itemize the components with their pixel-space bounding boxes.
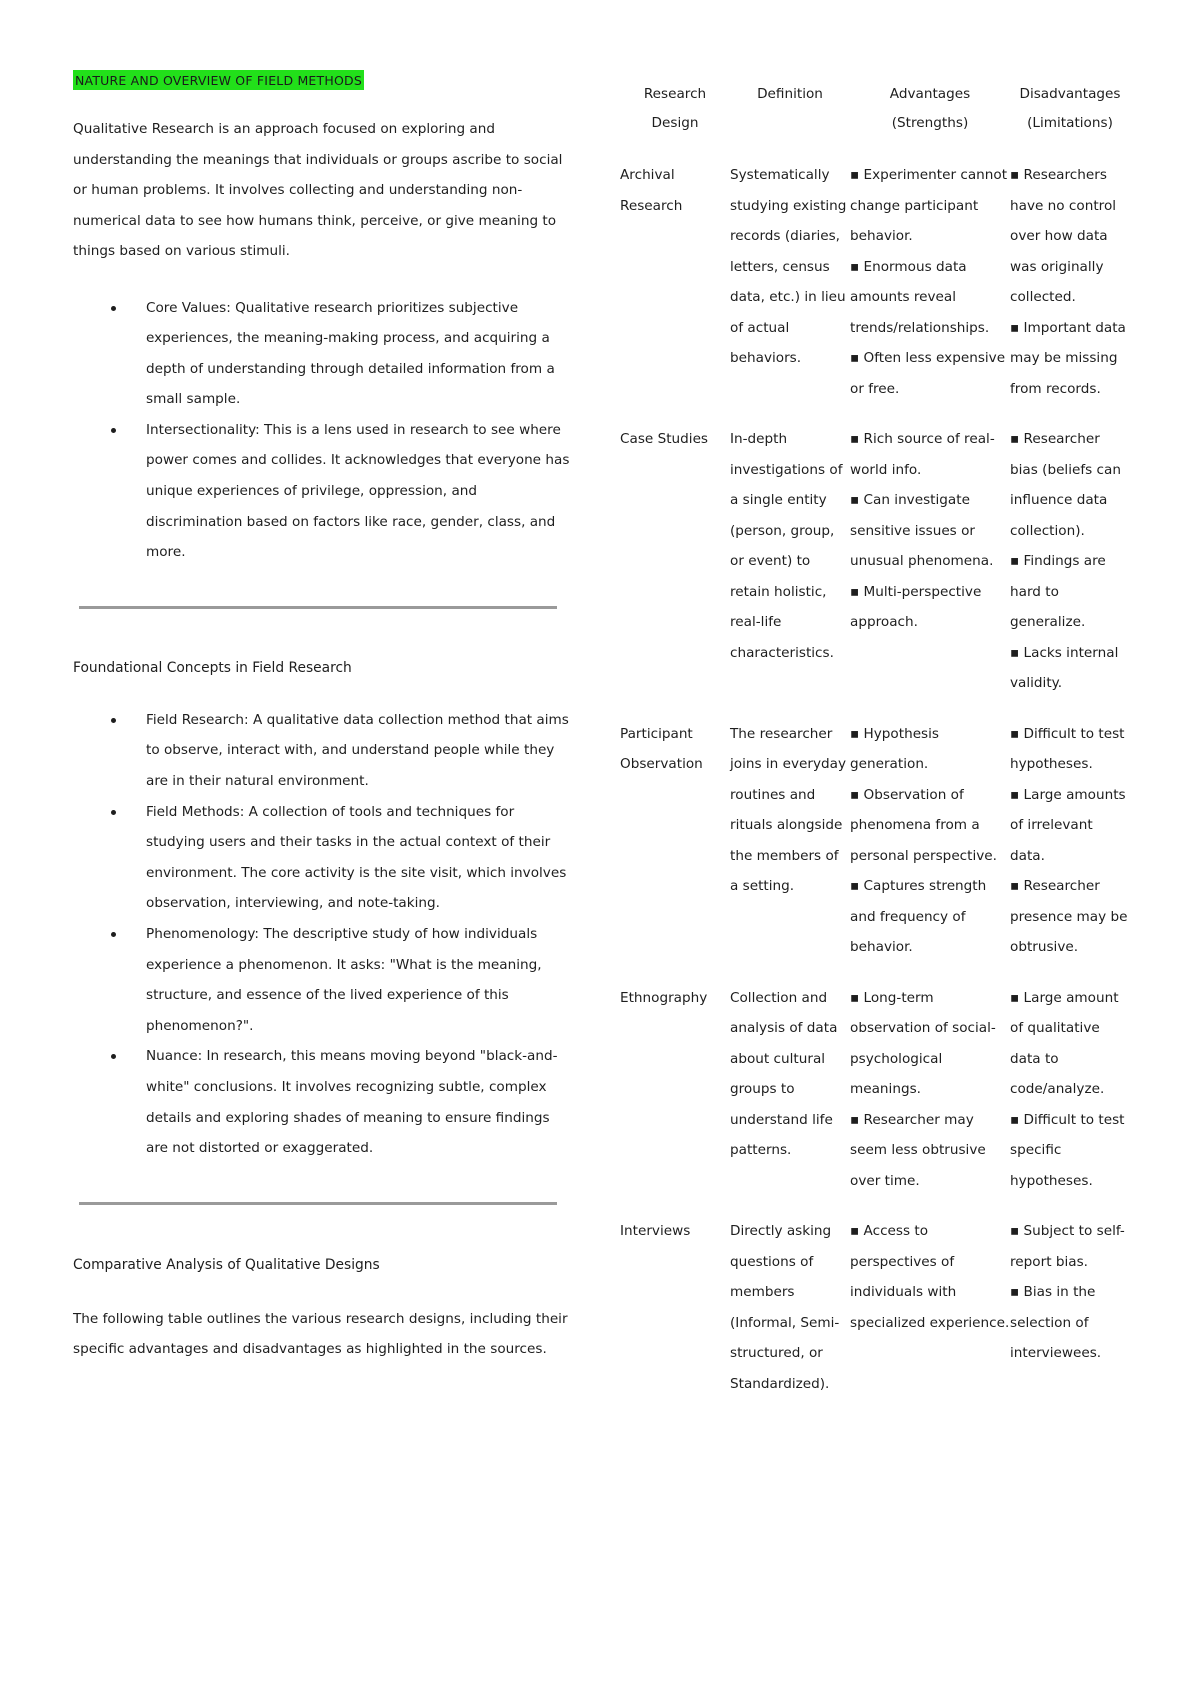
disadvantages-cell bbox=[1010, 719, 1130, 983]
disadvantage-item: ▪ Researcher presence may be obtrusive. bbox=[1010, 878, 1128, 955]
list-item-text: Phenomenology: The descriptive study of how individuals experience a phenomenon. It asks: "What is the meaning, structure, and essence of the lived experience of this phenomenon?". bbox=[146, 926, 542, 1034]
bullet-icon bbox=[111, 932, 116, 937]
section-divider bbox=[79, 606, 557, 609]
disadvantages-cell bbox=[1010, 983, 1130, 1217]
disadvantage-item: ▪ Large amounts of irrelevant data. bbox=[1010, 786, 1126, 864]
bullet-icon bbox=[111, 428, 116, 433]
section-title-foundational: Foundational Concepts in Field Research bbox=[73, 659, 352, 676]
disadvantage-item: ▪ Difficult to test specific hypotheses. bbox=[1010, 1111, 1125, 1189]
design-cell: Archival Research bbox=[620, 167, 683, 214]
list-item bbox=[73, 415, 571, 568]
bullet-icon bbox=[111, 1054, 116, 1059]
section-title-comparative: Comparative Analysis of Qualitative Designs bbox=[73, 1256, 380, 1273]
intro-paragraph: Qualitative Research is an approach focused on exploring and understanding the meanings that individuals or groups ascribe to social or human problems. It involves collecting and understanding non-numerical data to see how humans think, perceive, or give meaning to things based on various stimuli. bbox=[73, 121, 563, 259]
header-research-design: Research Design bbox=[643, 86, 707, 131]
disadvantage-item: ▪ Subject to self-report bias. bbox=[1010, 1223, 1125, 1270]
core-concepts-list bbox=[73, 293, 571, 568]
disadvantage-item: ▪ Important data may be missing from records. bbox=[1010, 319, 1126, 397]
header-definition: Definition bbox=[757, 86, 823, 102]
comparison-table-wrapper bbox=[620, 80, 1130, 1419]
bullet-icon bbox=[111, 306, 116, 311]
table-row bbox=[620, 719, 1130, 983]
comparison-table bbox=[620, 80, 1130, 1419]
design-cell: Case Studies bbox=[620, 431, 709, 447]
definition-cell: Directly asking questions of members (Informal, Semi-structured, or Standardized). bbox=[730, 1223, 840, 1392]
advantage-item: ▪ Long-term observation of social-psychological meanings. bbox=[850, 989, 996, 1097]
table-intro-paragraph: The following table outlines the various research designs, including their specific advantages and disadvantages as highlighted in the sources. bbox=[73, 1310, 568, 1358]
table-header-row bbox=[620, 80, 1130, 160]
definition-cell: In-depth investigations of a single entity (person, group, or event) to retain holistic, real-life characteristics. bbox=[730, 431, 843, 661]
advantage-item: ▪ Multi-perspective approach. bbox=[850, 583, 982, 630]
advantages-cell bbox=[850, 983, 1010, 1217]
disadvantage-item: ▪ Researchers have no control over how data was originally collected. bbox=[1010, 167, 1117, 305]
disadvantages-cell bbox=[1010, 424, 1130, 719]
advantage-item: ▪ Hypothesis generation. bbox=[850, 725, 939, 772]
definition-cell: Collection and analysis of data about cultural groups to understand life patterns. bbox=[730, 989, 838, 1158]
advantage-item: ▪ Rich source of real-world info. bbox=[850, 431, 995, 478]
disadvantage-item: ▪ Bias in the selection of interviewees. bbox=[1010, 1284, 1102, 1361]
list-item-text: Nuance: In research, this means moving beyond "black-and-white" conclusions. It involves recognizing subtle, complex details and exploring shades of meaning to ensure findings are not distorted or exaggerated. bbox=[146, 1048, 558, 1157]
advantage-item: ▪ Enormous data amounts reveal trends/relationships. bbox=[850, 258, 990, 336]
disadvantage-item: ▪ Difficult to test hypotheses. bbox=[1010, 725, 1125, 772]
advantage-item: ▪ Observation of phenomena from a personal perspective. bbox=[850, 786, 997, 864]
list-item-text: Field Research: A qualitative data collection method that aims to observe, interact with, and understand people while they are in their natural environment. bbox=[146, 711, 569, 790]
header-disadvantages: Disadvantages (Limitations) bbox=[1019, 86, 1121, 131]
advantage-item: ▪ Can investigate sensitive issues or unusual phenomena. bbox=[850, 492, 994, 569]
design-cell: Interviews bbox=[620, 1223, 691, 1239]
foundational-concepts-list bbox=[73, 705, 571, 1164]
disadvantages-cell bbox=[1010, 160, 1130, 424]
disadvantage-item: ▪ Findings are hard to generalize. bbox=[1010, 553, 1106, 630]
design-cell: Participant Observation bbox=[620, 725, 703, 772]
definition-cell: Systematically studying existing records (diaries, letters, census data, etc.) in lieu of actual behaviors. bbox=[730, 167, 847, 366]
advantage-item: ▪ Experimenter cannot change participant behavior. bbox=[850, 167, 1008, 244]
advantage-item: ▪ Researcher may seem less obtrusive over time. bbox=[850, 1111, 986, 1189]
page-title: NATURE AND OVERVIEW OF FIELD METHODS bbox=[73, 70, 364, 90]
list-item bbox=[73, 919, 571, 1041]
disadvantage-item: ▪ Large amount of qualitative data to code/analyze. bbox=[1010, 989, 1119, 1097]
advantages-cell bbox=[850, 719, 1010, 983]
table-row bbox=[620, 983, 1130, 1217]
advantages-cell bbox=[850, 160, 1010, 424]
advantages-cell bbox=[850, 424, 1010, 719]
list-item bbox=[73, 797, 571, 919]
definition-cell: The researcher joins in everyday routines and rituals alongside the members of a setting. bbox=[730, 725, 847, 894]
list-item bbox=[73, 293, 571, 415]
header-advantages: Advantages (Strengths) bbox=[889, 86, 971, 131]
bullet-icon bbox=[111, 810, 116, 815]
advantage-item: ▪ Often less expensive or free. bbox=[850, 350, 1006, 397]
table-row bbox=[620, 160, 1130, 424]
advantage-item: ▪ Access to perspectives of individuals with specialized experience. bbox=[850, 1223, 1010, 1331]
list-item bbox=[73, 705, 571, 797]
table-row bbox=[620, 424, 1130, 719]
left-column bbox=[73, 70, 571, 1365]
section-divider bbox=[79, 1202, 557, 1205]
advantages-cell bbox=[850, 1216, 1010, 1419]
disadvantage-item: ▪ Lacks internal validity. bbox=[1010, 644, 1119, 691]
disadvantage-item: ▪ Researcher bias (beliefs can influence data collection). bbox=[1010, 431, 1121, 539]
list-item-text: Field Methods: A collection of tools and techniques for studying users and their tasks in the actual context of their environment. The core activity is the site visit, which involves observation, interviewing, and note-taking. bbox=[146, 803, 567, 912]
list-item bbox=[73, 1041, 571, 1163]
design-cell: Ethnography bbox=[620, 989, 708, 1006]
disadvantages-cell bbox=[1010, 1216, 1130, 1419]
advantage-item: ▪ Captures strength and frequency of behavior. bbox=[850, 878, 987, 955]
table-row bbox=[620, 1216, 1130, 1419]
bullet-icon bbox=[111, 718, 116, 723]
list-item-text: Intersectionality: This is a lens used in research to see where power comes and collides. It acknowledges that everyone has unique experiences of privilege, oppression, and discrimination based on factors like race, gender, class, and more. bbox=[146, 421, 570, 561]
list-item-text: Core Values: Qualitative research prioritizes subjective experiences, the meaning-making process, and acquiring a depth of understanding through detailed information from a small sample. bbox=[146, 299, 555, 408]
